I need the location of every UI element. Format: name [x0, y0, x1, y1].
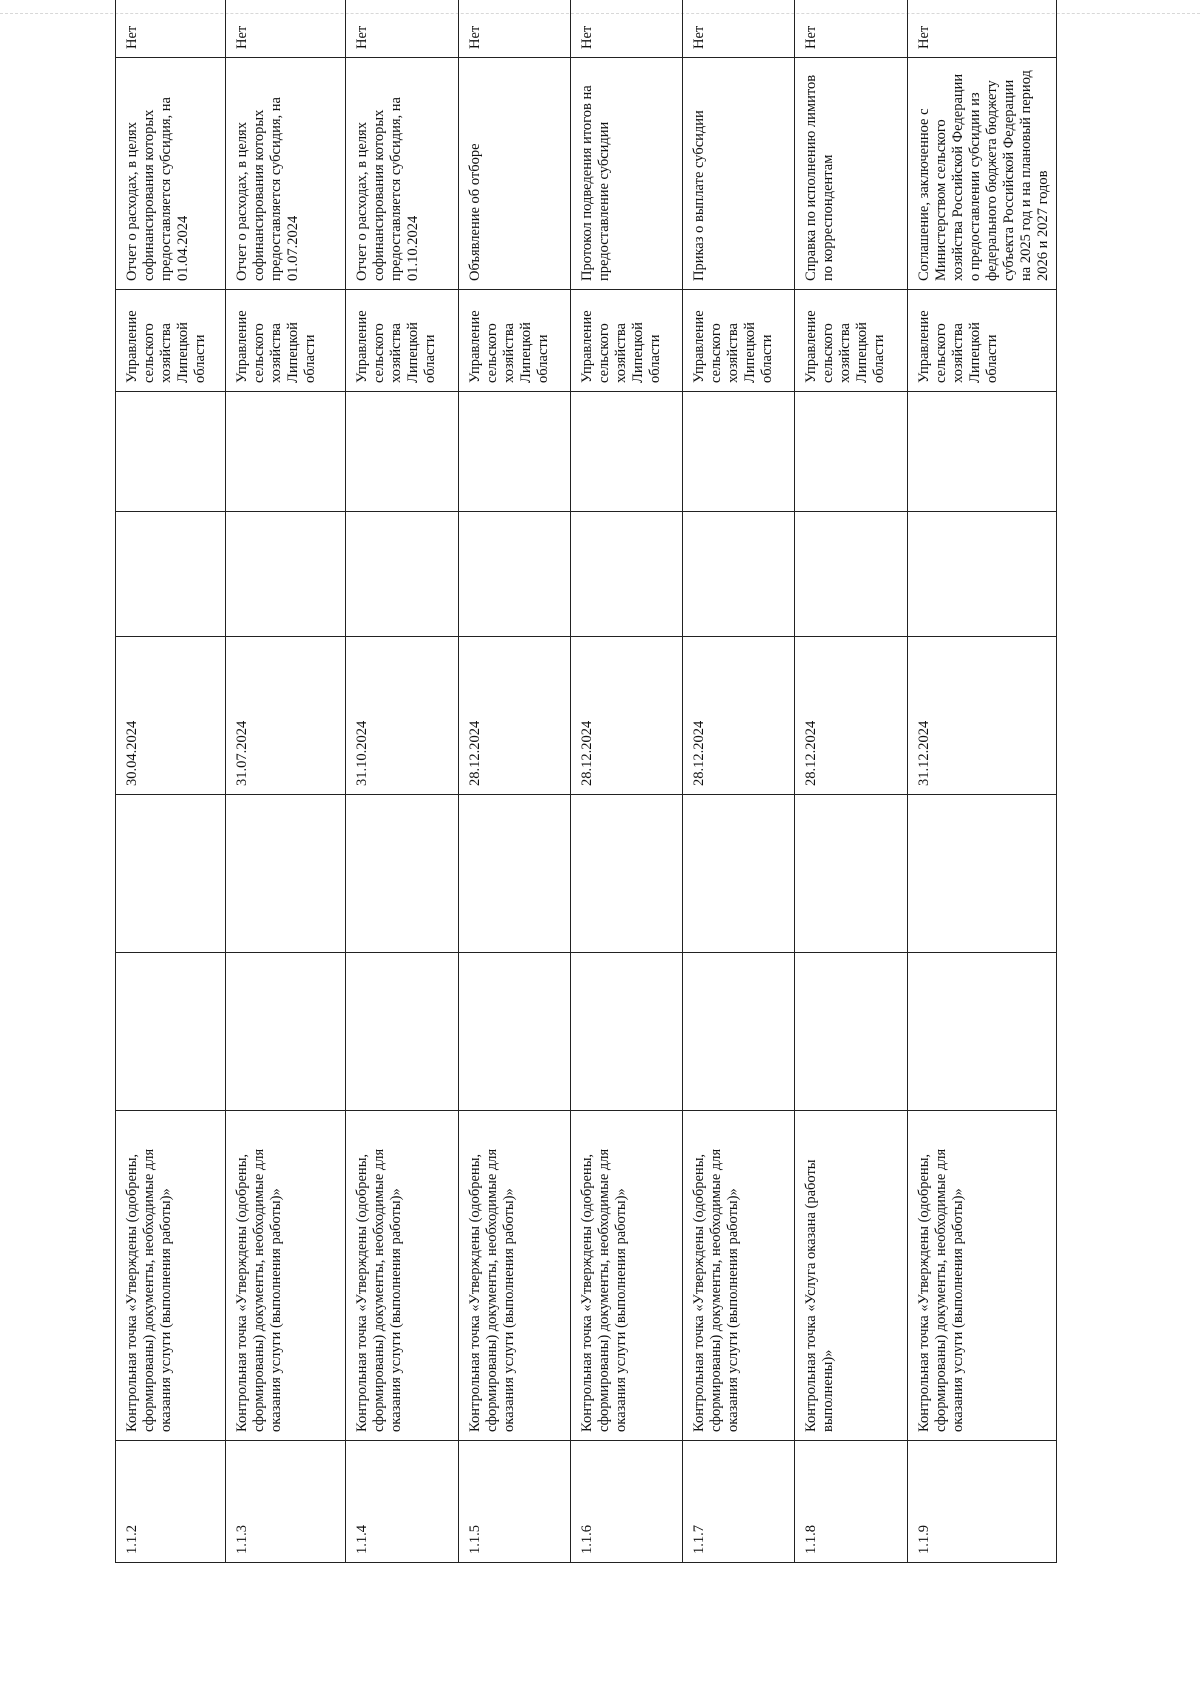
empty-cell	[116, 512, 226, 637]
table-row	[907, 0, 1056, 1563]
row-number-cell: 1.1.4	[346, 1441, 458, 1563]
row-number-cell: 1.1.8	[795, 1441, 907, 1563]
empty-cell	[683, 392, 795, 512]
empty-cell	[570, 953, 682, 1111]
responsible-executor-cell: Управление сельского хозяйства Липецкой области	[570, 290, 682, 392]
flag-cell: Нет	[116, 0, 226, 58]
control-point-name-cell: Контрольная точка «Услуга оказана (работы выполнены)»	[795, 1111, 907, 1441]
row-number-cell: 1.1.5	[458, 1441, 570, 1563]
due-date-cell: 28.12.2024	[795, 637, 907, 795]
empty-cell	[346, 392, 458, 512]
due-date-cell: 28.12.2024	[570, 637, 682, 795]
flag-cell: Нет	[683, 0, 795, 58]
responsible-executor-cell: Управление сельского хозяйства Липецкой области	[458, 290, 570, 392]
control-point-name-cell: Контрольная точка «Утверждены (одобрены, сформированы) документы, необходимые для оказания услуги (выполнения работы)»	[907, 1111, 1056, 1441]
control-point-name-cell: Контрольная точка «Утверждены (одобрены, сформированы) документы, необходимые для оказания услуги (выполнения работы)»	[570, 1111, 682, 1441]
empty-cell	[683, 512, 795, 637]
document-type-cell: Протокол подведения итогов на предоставление субсидии	[570, 58, 682, 290]
flag-cell: Нет	[226, 0, 346, 58]
document-type-cell: Справка по исполнению лимитов по корреспондентам	[795, 58, 907, 290]
responsible-executor-cell: Управление сельского хозяйства Липецкой области	[346, 290, 458, 392]
document-type-cell: Отчет о расходах, в целях софинансирования которых предоставляется субсидия, на 01.04.2024	[116, 58, 226, 290]
empty-cell	[795, 795, 907, 953]
row-number-cell: 1.1.3	[226, 1441, 346, 1563]
empty-cell	[570, 795, 682, 953]
table-row	[346, 0, 458, 1563]
empty-cell	[116, 795, 226, 953]
due-date-cell: 30.04.2024	[116, 637, 226, 795]
empty-cell	[907, 392, 1056, 512]
empty-cell	[116, 392, 226, 512]
responsible-executor-cell: Управление сельского хозяйства Липецкой области	[116, 290, 226, 392]
flag-cell: Нет	[458, 0, 570, 58]
empty-cell	[907, 512, 1056, 637]
due-date-cell: 31.12.2024	[907, 637, 1056, 795]
empty-cell	[346, 795, 458, 953]
empty-cell	[907, 795, 1056, 953]
row-number-cell: 1.1.6	[570, 1441, 682, 1563]
control-point-name-cell: Контрольная точка «Утверждены (одобрены, сформированы) документы, необходимые для оказания услуги (выполнения работы)»	[346, 1111, 458, 1441]
empty-cell	[458, 953, 570, 1111]
empty-cell	[226, 953, 346, 1111]
control-point-name-cell: Контрольная точка «Утверждены (одобрены, сформированы) документы, необходимые для оказания услуги (выполнения работы)»	[226, 1111, 346, 1441]
due-date-cell: 31.07.2024	[226, 637, 346, 795]
flag-cell: Нет	[795, 0, 907, 58]
table-row	[458, 0, 570, 1563]
control-point-name-cell: Контрольная точка «Утверждены (одобрены, сформированы) документы, необходимые для оказания услуги (выполнения работы)»	[116, 1111, 226, 1441]
table-row	[226, 0, 346, 1563]
due-date-cell: 28.12.2024	[683, 637, 795, 795]
table-row	[683, 0, 795, 1563]
row-number-cell: 1.1.2	[116, 1441, 226, 1563]
document-type-cell: Объявление об отборе	[458, 58, 570, 290]
responsible-executor-cell: Управление сельского хозяйства Липецкой области	[907, 290, 1056, 392]
rotated-page-content	[115, 25, 1057, 1563]
empty-cell	[683, 953, 795, 1111]
empty-cell	[346, 953, 458, 1111]
empty-cell	[795, 953, 907, 1111]
control-points-table	[115, 0, 1057, 1563]
table-body	[116, 0, 1057, 1563]
due-date-cell: 28.12.2024	[458, 637, 570, 795]
empty-cell	[907, 953, 1056, 1111]
document-type-cell: Отчет о расходах, в целях софинансирования которых предоставляется субсидия, на 01.07.2024	[226, 58, 346, 290]
table-row	[570, 0, 682, 1563]
empty-cell	[795, 392, 907, 512]
row-number-cell: 1.1.9	[907, 1441, 1056, 1563]
empty-cell	[683, 795, 795, 953]
control-point-name-cell: Контрольная точка «Утверждены (одобрены, сформированы) документы, необходимые для оказания услуги (выполнения работы)»	[683, 1111, 795, 1441]
row-number-cell: 1.1.7	[683, 1441, 795, 1563]
table-row	[795, 0, 907, 1563]
empty-cell	[346, 512, 458, 637]
flag-cell: Нет	[346, 0, 458, 58]
empty-cell	[795, 512, 907, 637]
document-type-cell: Приказ о выплате субсидии	[683, 58, 795, 290]
empty-cell	[226, 795, 346, 953]
empty-cell	[116, 953, 226, 1111]
empty-cell	[570, 392, 682, 512]
responsible-executor-cell: Управление сельского хозяйства Липецкой области	[795, 290, 907, 392]
empty-cell	[458, 795, 570, 953]
responsible-executor-cell: Управление сельского хозяйства Липецкой области	[683, 290, 795, 392]
table-row	[116, 0, 226, 1563]
empty-cell	[570, 512, 682, 637]
document-type-cell: Отчет о расходах, в целях софинансирования которых предоставляется субсидия, на 01.10.2024	[346, 58, 458, 290]
control-point-name-cell: Контрольная точка «Утверждены (одобрены, сформированы) документы, необходимые для оказания услуги (выполнения работы)»	[458, 1111, 570, 1441]
empty-cell	[226, 392, 346, 512]
document-type-cell: Соглашение, заключенное с Министерством сельского хозяйства Российской Федерации о предоставлении субсидии из федерального бюджета бюджету субъекта Российской Федерации на 2025 год и на плановый период 2026 и 2027 годов	[907, 58, 1056, 290]
flag-cell: Нет	[570, 0, 682, 58]
empty-cell	[226, 512, 346, 637]
due-date-cell: 31.10.2024	[346, 637, 458, 795]
responsible-executor-cell: Управление сельского хозяйства Липецкой области	[226, 290, 346, 392]
empty-cell	[458, 392, 570, 512]
empty-cell	[458, 512, 570, 637]
flag-cell: Нет	[907, 0, 1056, 58]
